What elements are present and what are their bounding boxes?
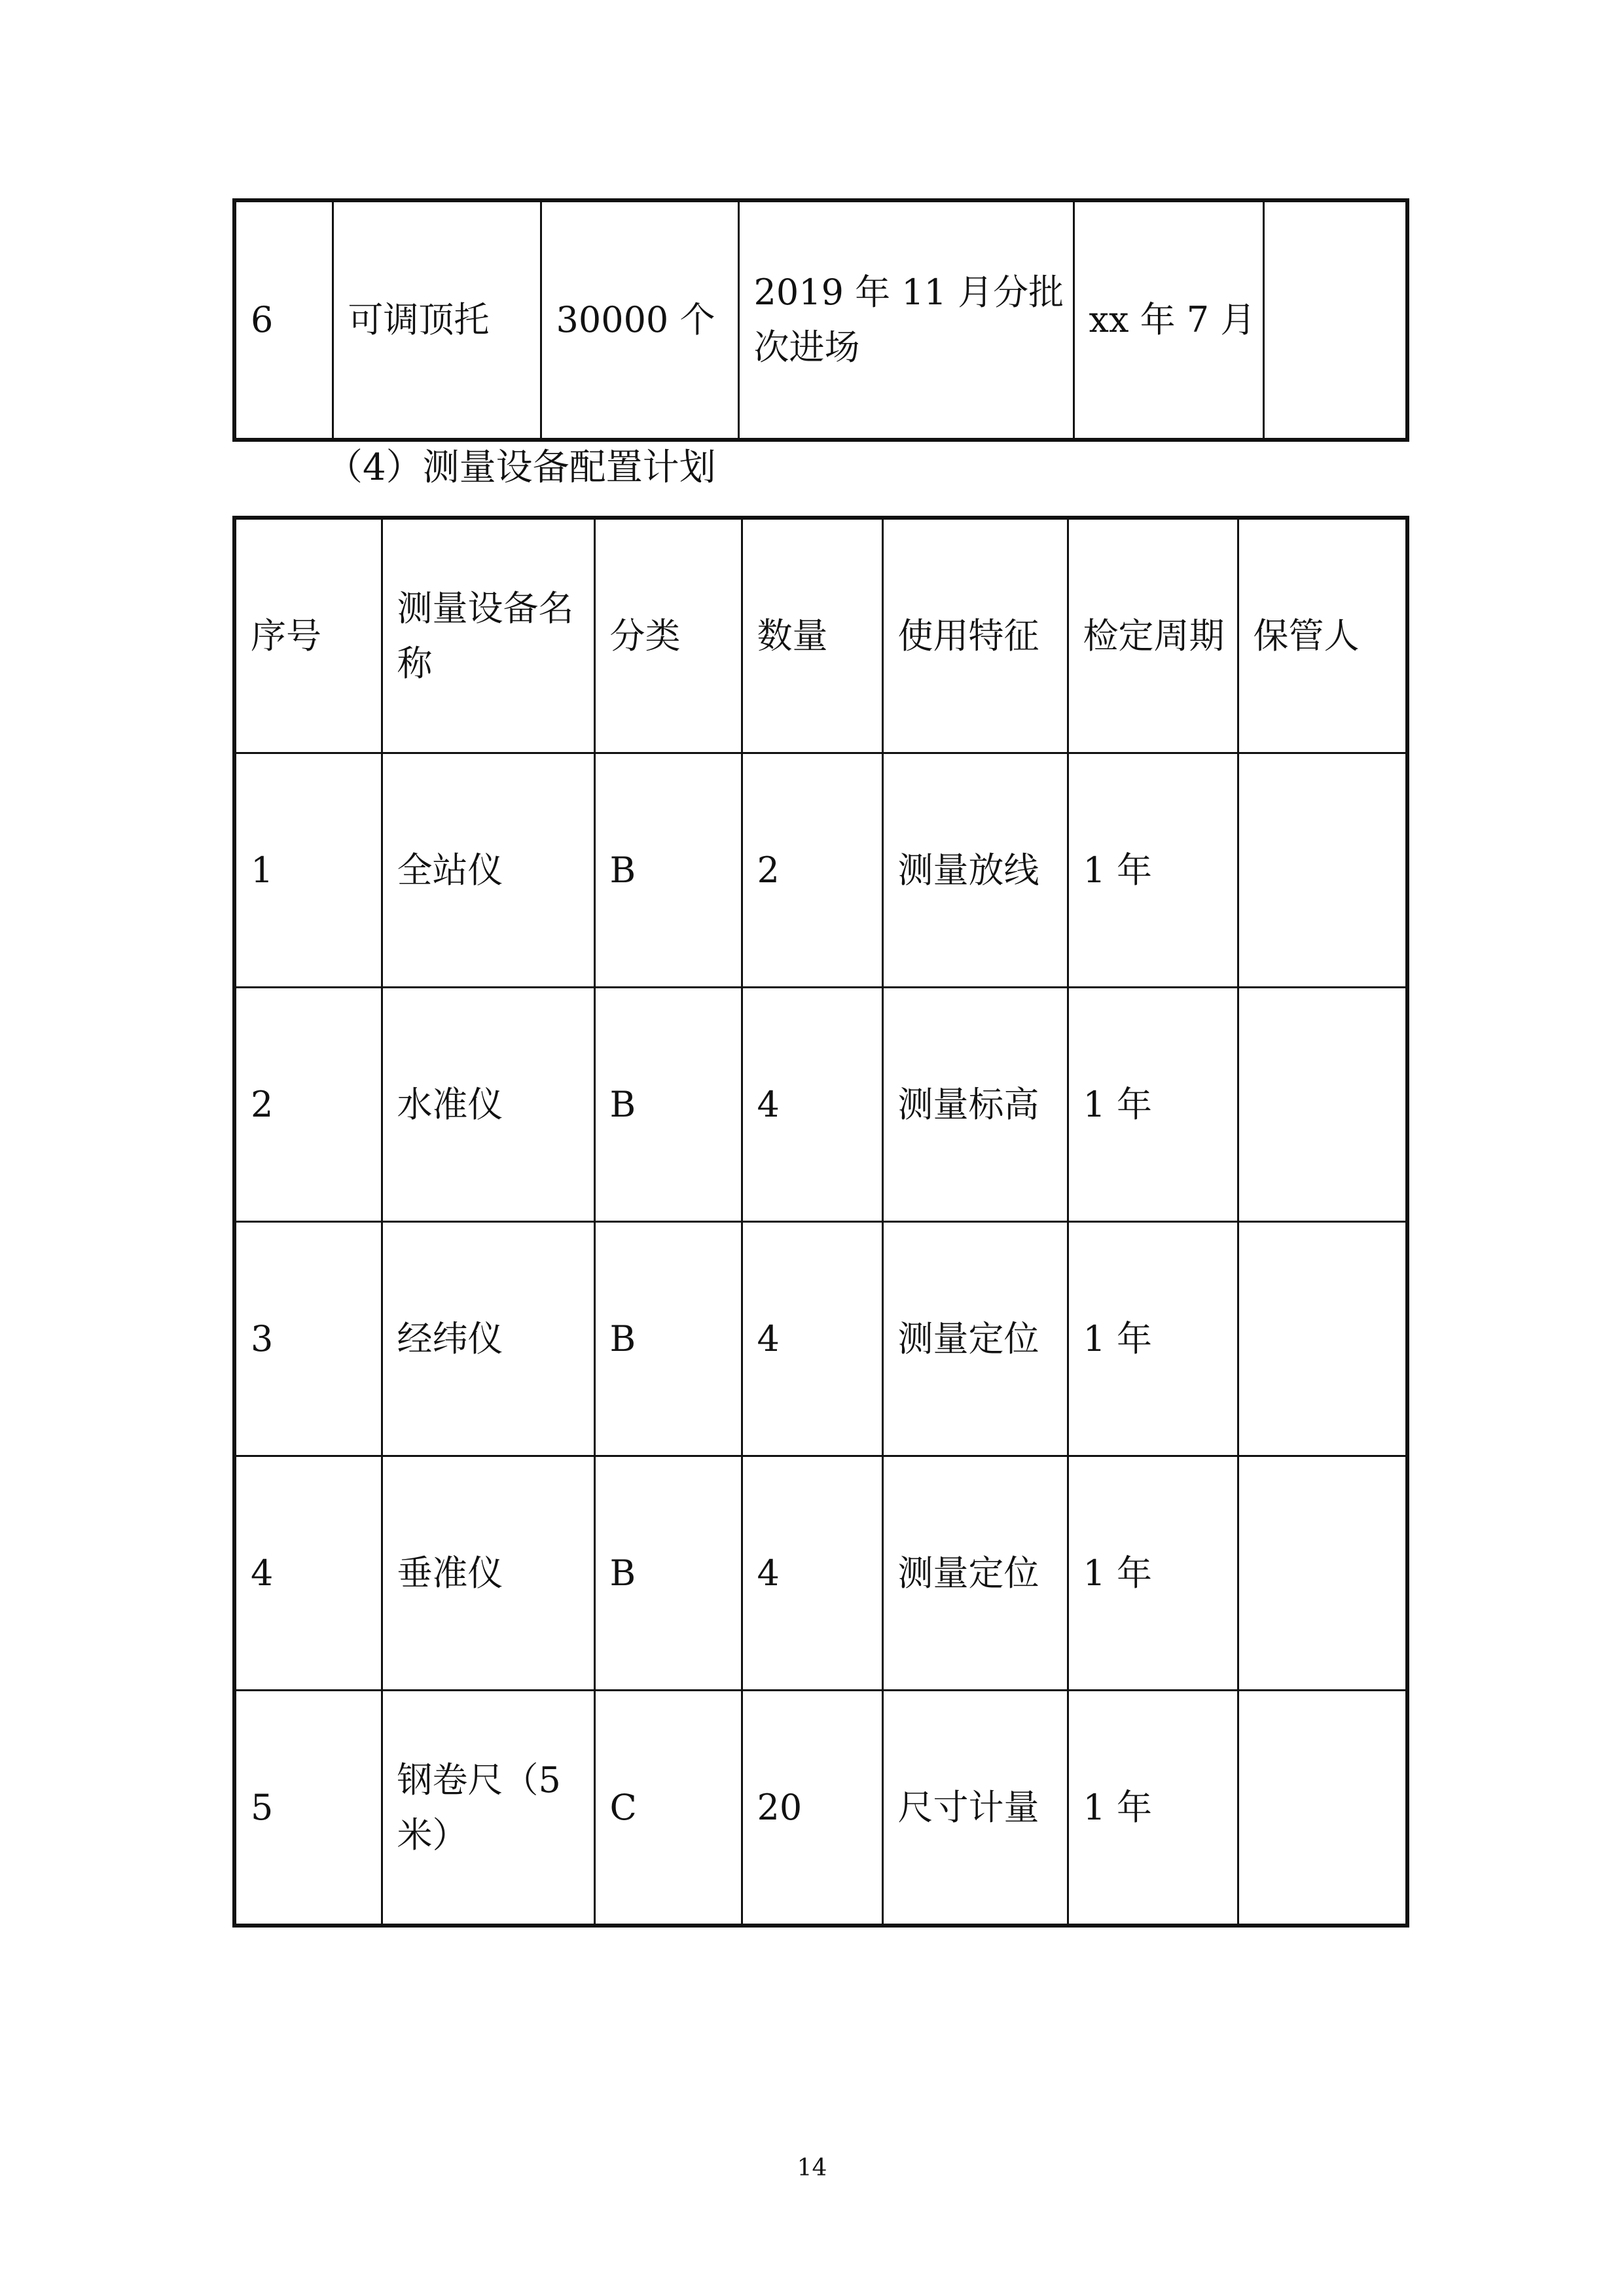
cell-quantity: 4 [742, 988, 882, 1222]
table-row [234, 1691, 1407, 1926]
cell-index: 6 [234, 200, 333, 440]
cell-keeper [1238, 753, 1407, 988]
header-quantity: 数量 [742, 518, 882, 753]
cell-cycle: 1 年 [1068, 988, 1238, 1222]
cell-quantity: 2 [742, 753, 882, 988]
section-heading: （4）测量设备配置计划 [326, 446, 716, 489]
cell-index: 4 [234, 1456, 382, 1691]
cell-arrival: 2019 年 11 月分批次进场 [738, 200, 1074, 440]
table-row [234, 753, 1407, 988]
table-row [234, 988, 1407, 1222]
header-usage: 使用特征 [882, 518, 1068, 753]
cell-name: 垂准仪 [382, 1456, 594, 1691]
cell-cycle: 1 年 [1068, 753, 1238, 988]
cell-cycle: 1 年 [1068, 1691, 1238, 1926]
cell-name: 水准仪 [382, 988, 594, 1222]
equipment-table [232, 516, 1409, 1928]
cell-category: B [594, 1456, 742, 1691]
cell-usage: 尺寸计量 [882, 1691, 1068, 1926]
cell-index: 5 [234, 1691, 382, 1926]
cell-quantity: 20 [742, 1691, 882, 1926]
header-index: 序号 [234, 518, 382, 753]
cell-name: 经纬仪 [382, 1222, 594, 1456]
table-row [234, 1222, 1407, 1456]
cell-keeper [1238, 1222, 1407, 1456]
cell-keeper [1238, 1691, 1407, 1926]
table-header-row [234, 518, 1407, 753]
cell-index: 3 [234, 1222, 382, 1456]
header-cycle: 检定周期 [1068, 518, 1238, 753]
table-row [234, 1456, 1407, 1691]
cell-usage: 测量定位 [882, 1456, 1068, 1691]
cell-usage: 测量标高 [882, 988, 1068, 1222]
cell-quantity: 4 [742, 1222, 882, 1456]
cell-quantity: 4 [742, 1456, 882, 1691]
cell-name: 全站仪 [382, 753, 594, 988]
cell-category: B [594, 1222, 742, 1456]
page-number: 14 [797, 2155, 827, 2181]
cell-extra [1263, 200, 1407, 440]
cell-category: B [594, 753, 742, 988]
cell-cycle: 1 年 [1068, 1222, 1238, 1456]
cell-index: 1 [234, 753, 382, 988]
cell-index: 2 [234, 988, 382, 1222]
cell-keeper [1238, 988, 1407, 1222]
cell-time: xx 年 7 月 [1074, 200, 1263, 440]
cell-name: 可调顶托 [333, 200, 541, 440]
table-row [234, 200, 1407, 440]
cell-cycle: 1 年 [1068, 1456, 1238, 1691]
cell-category: B [594, 988, 742, 1222]
cell-usage: 测量放线 [882, 753, 1068, 988]
cell-name: 钢卷尺（5 米） [382, 1691, 594, 1926]
header-name: 测量设备名称 [382, 518, 594, 753]
cell-quantity: 30000 个 [541, 200, 738, 440]
cell-usage: 测量定位 [882, 1222, 1068, 1456]
cell-category: C [594, 1691, 742, 1926]
header-keeper: 保管人 [1238, 518, 1407, 753]
cell-keeper [1238, 1456, 1407, 1691]
header-category: 分类 [594, 518, 742, 753]
material-table-continuation [232, 198, 1409, 442]
